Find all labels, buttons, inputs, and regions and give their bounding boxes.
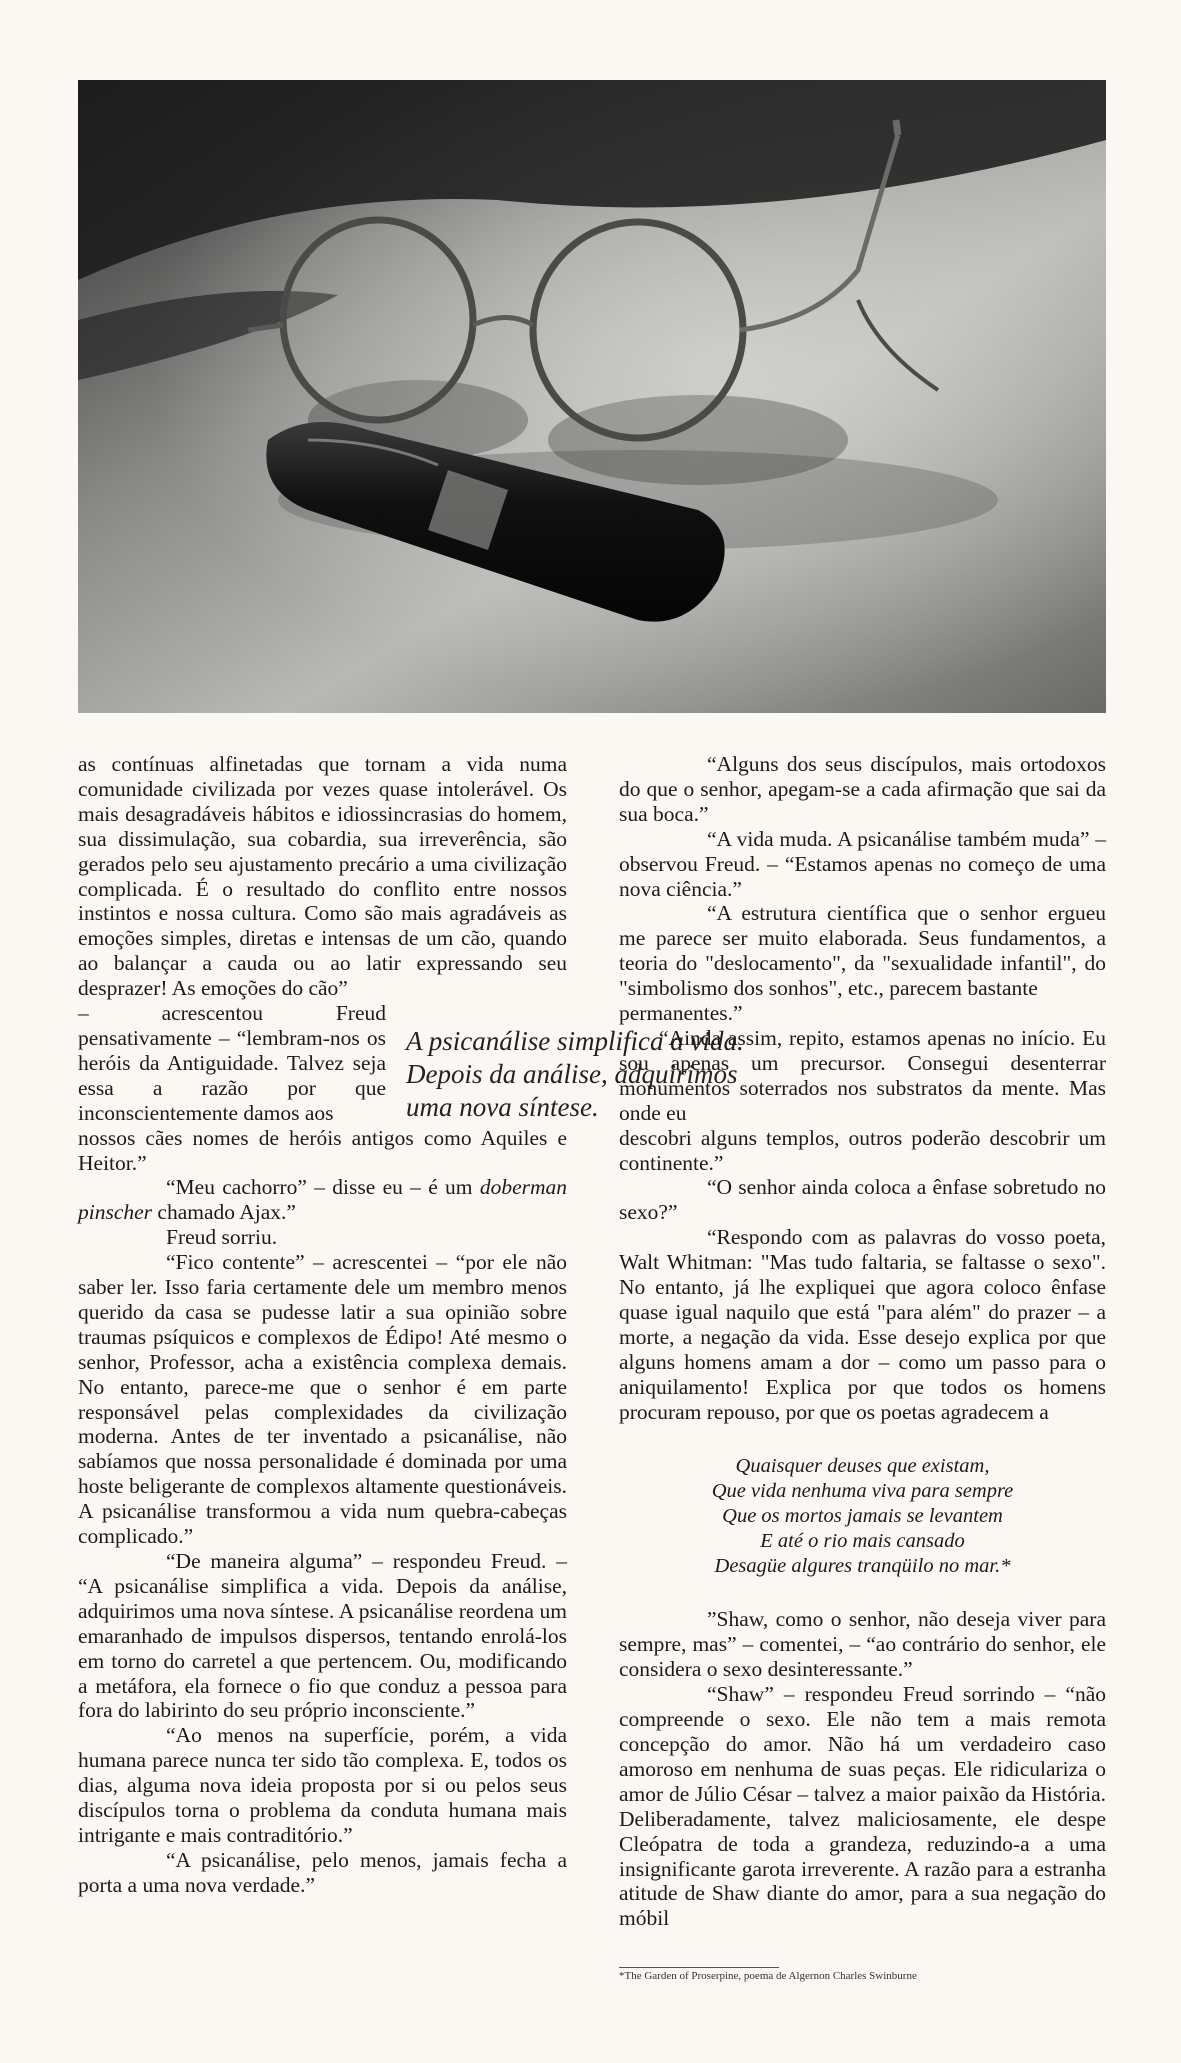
poem-line: E até o rio mais cansado (760, 1530, 965, 1553)
paragraph: “Ao menos na superfície, porém, a vida humana parece nunca ter sido tão complexa. E, todos os dias, alguma nova ideia proposta por si ou pelos seus discípulos torna o problema da conduta humana mais intrigante e mais contraditório.” (78, 1723, 567, 1847)
poem-line: Que vida nenhuma viva para sempre (711, 1480, 1014, 1503)
paragraph: “A estrutura científica que o senhor ergueu me parece ser muito elaborada. Seus fundamentos, a teoria do "deslocamento", da "sexualidade infantil", do "simbolismo dos sonhos", etc., parecem bastante (619, 901, 1106, 1001)
footnote-divider (619, 1967, 779, 1968)
paragraph: as contínuas alfinetadas que tornam a vida numa comunidade civilizada por vezes quase intolerável. Os mais desagradáveis hábitos e idiossincrasias do homem, sua dissimulação, sua cobardia, sua irreverência, são gerados pelo seu ajustamento precário a uma civilização complicada. É o resultado do conflito entre nossos instintos e nossa cultura. Como são mais agradáveis as emoções simples, diretas e intensas de um cão, quando ao balançar a cauda ou ao latir expressando seu desprazer! As emoções do cão” (78, 752, 567, 1001)
footnote: *The Garden of Proserpine, poema de Algernon Charles Swinburne (619, 1970, 917, 1982)
paragraph: “A vida muda. A psicanálise também muda” – observou Freud. – “Estamos apenas no começo de uma nova ciência.” (619, 826, 1106, 901)
left-column (78, 752, 567, 1898)
paragraph: descobri alguns templos, outros poderão descobrir um continente.” (619, 1125, 1106, 1175)
paragraph: “A psicanálise, pelo menos, jamais fecha a porta a uma nova verdade.” (78, 1847, 567, 1897)
poem (619, 1454, 1106, 1579)
paragraph: – acrescentou Freud pensativamente – “lembram-nos os heróis da Antiguidade. Talvez seja essa a razão por que inconscientemente damos aos (78, 1001, 386, 1125)
paragraph: permanentes.” (619, 1001, 743, 1026)
paragraph-text: chamado Ajax.” (157, 1200, 296, 1225)
paragraph-text: “Meu cachorro” – disse eu – é um (166, 1175, 473, 1200)
dog-breed: doberman pinscher (78, 1175, 567, 1225)
paragraph: “De maneira alguma” – respondeu Freud. – “A psicanálise simplifica a vida. Depois da análise, adquirimos uma nova síntese. A psicanálise reordena um emaranhado de impulsos dispersos, tentando enrolá-los em torno do carretel a que pertencem. Ou, modificando a metáfora, ela fornece o fio que conduz a pessoa para fora do labirinto do seu próprio inconsciente.” (78, 1549, 567, 1723)
paragraph: “Respondo com as palavras do vosso poeta, Walt Whitman: "Mas tudo faltaria, se faltasse o sexo". No entanto, já lhe expliquei que agora coloco ênfase quase igual naquilo que está "para além" do prazer – a morte, a negação da vida. Esse desejo explica por que alguns homens amam a dor – como um passo para o aniquilamento! Explica por que todos os homens procuram repouso, por que os poetas agradecem a (619, 1225, 1106, 1424)
article-photo (78, 80, 1106, 713)
paragraph: nossos cães nomes de heróis antigos como Aquiles e Heitor.” (78, 1125, 567, 1175)
glasses-and-pen-photo-icon (78, 80, 1106, 713)
paragraph: Freud sorriu. (166, 1225, 278, 1250)
paragraph (78, 1175, 567, 1225)
paragraph: “Ainda assim, repito, estamos apenas no início. Eu sou apenas um precursor. Consegui desenterrar monumentos soterrados nos substratos da mente. Mas onde eu (619, 1025, 1106, 1125)
poem-line: Quaisquer deuses que existam, (735, 1455, 990, 1478)
pull-quote: A psicanálise simplifica a vida. Depois da análise, adquirimos uma nova síntese. (406, 1026, 744, 1122)
paragraph: “O senhor ainda coloca a ênfase sobretudo no sexo?” (619, 1175, 1106, 1225)
paragraph: “Fico contente” – acrescentei – “por ele não saber ler. Isso faria certamente dele um membro menos querido da casa se pudesse latir a sua opinião sobre traumas psíquicos e complexos de Édipo! Até mesmo o senhor, Professor, acha a existência complexa demais. No entanto, parece-me que o senhor é em parte responsável pelas complexidades da civilização moderna. Antes de ter inventado a psicanálise, não sabíamos que nossa personalidade é dominada por uma hoste beligerante de complexos altamente questionáveis. A psicanálise transformou a vida num quebra-cabeças complicado.” (78, 1250, 567, 1549)
right-column (619, 752, 1106, 1931)
paragraph: “Alguns dos seus discípulos, mais ortodoxos do que o senhor, apegam-se a cada afirmação que sai da sua boca.” (619, 752, 1106, 826)
paragraph: “Shaw” – respondeu Freud sorrindo – “não compreende o sexo. Ele não tem a mais remota concepção do amor. Não há um verdadeiro caso amoroso em nenhuma de suas peças. Ele ridiculariza o amor de Júlio César – talvez a maior paixão da História. Deliberadamente, talvez maliciosamente, ele despe Cleópatra de toda a grandeza, reduzindo-a a uma insignificante garota irreverente. A razão para a estranha atitude de Shaw diante do amor, para a sua negação do móbil (619, 1682, 1106, 1931)
paragraph: ”Shaw, como o senhor, não deseja viver para sempre, mas” – comentei, – “ao contrário do senhor, ele considera o sexo desinteressante.” (619, 1607, 1106, 1682)
poem-line: Desagüe algures tranqüilo no mar.* (714, 1555, 1011, 1578)
poem-line: Que os mortos jamais se levantem (722, 1505, 1003, 1528)
